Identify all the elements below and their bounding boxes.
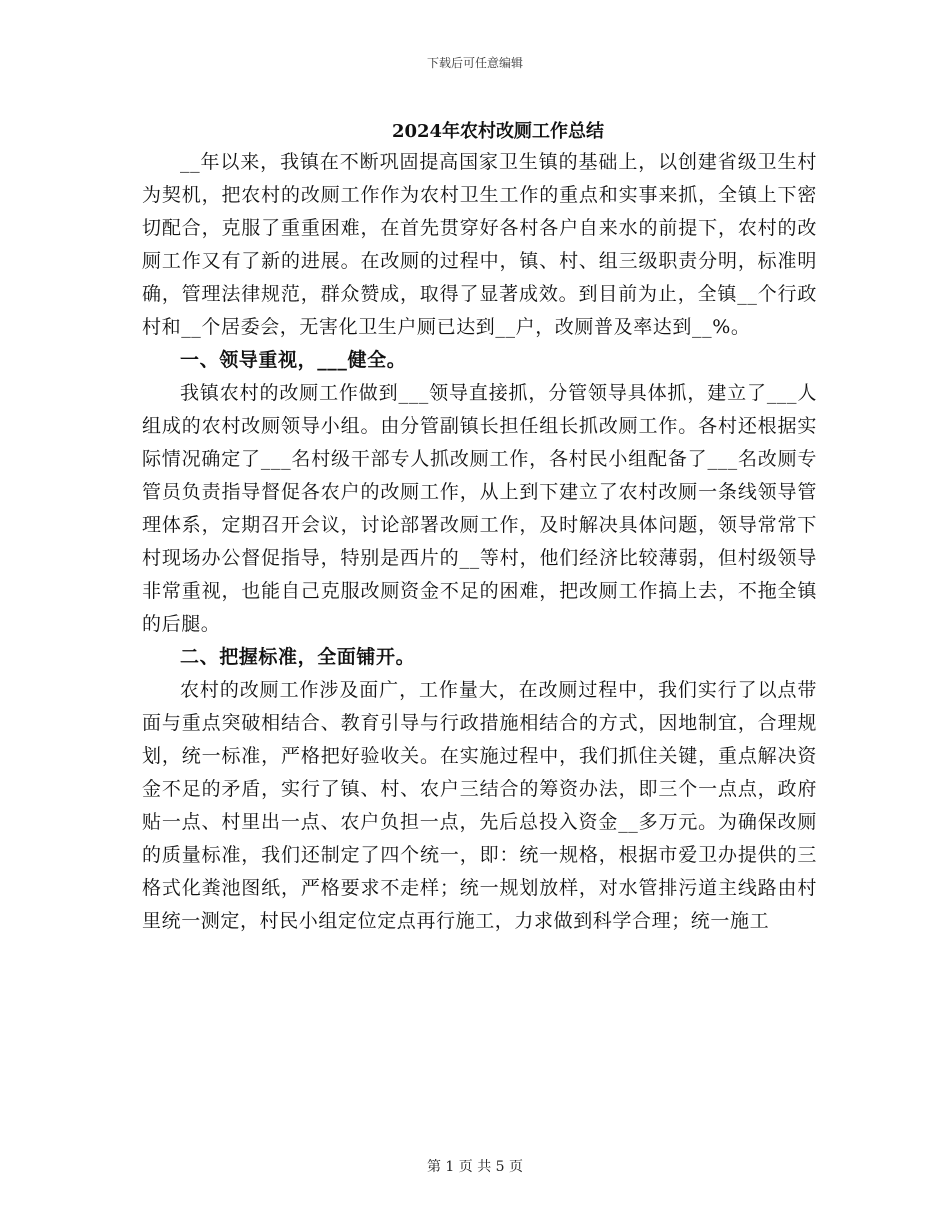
page-number: 第 1 页 共 5 页 [426,1159,524,1175]
intro-paragraph: __年以来，我镇在不断巩固提高国家卫生镇的基础上，以创建省级卫生村为契机，把农村的改厕工作作为农村卫生工作的重点和实事来抓，全镇上下密切配合，克服了重重困难，在首先贯穿好各村各户自来水的前提下，农村的改厕工作又有了新的进展。在改厕的过程中，镇、村、组三级职责分明，标准明确，管理法律规范，群众赞成，取得了显著成效。到目前为止，全镇__个行政村和__个居委会，无害化卫生户厕已达到__户，改厕普及率达到__%。 [142,151,817,338]
section-2-paragraph: 农村的改厕工作涉及面广，工作量大，在改厕过程中，我们实行了以点带面与重点突破相结合、教育引导与行政措施相结合的方式，因地制宜，合理规划，统一标准，严格把好验收关。在实施过程中，我们抓住关键，重点解决资金不足的矛盾，实行了镇、村、农户三结合的筹资办法，即三个一点点，政府贴一点、村里出一点、农户负担一点，先后总投入资金__多万元。为确保改厕的质量标准，我们还制定了四个统一，即：统一规格，根据市爱卫办提供的三格式化粪池图纸，严格要求不走样；统一规划放样，对水管排污道主线路由村里统一测定，村民小组定位定点再行施工，力求做到科学合理；统一施工 [142,679,817,932]
section-1-paragraph: 我镇农村的改厕工作做到___领导直接抓，分管领导具体抓，建立了___人组成的农村改厕领导小组。由分管副镇长担任组长抓改厕工作。各村还根据实际情况确定了___名村级干部专人抓改厕工作，各村民小组配备了___名改厕专管员负责指导督促各农户的改厕工作，从上到下建立了农村改厕一条线领导管理体系，定期召开会议，讨论部署改厕工作，及时解决具体问题，领导常常下村现场办公督促指导，特别是西片的__等村，他们经济比较薄弱，但村级领导非常重视，也能自己克服改厕资金不足的困难，把改厕工作搞上去，不拖全镇的后腿。 [142,382,817,635]
document-body [142,146,817,938]
document-title: 2024年农村改厕工作总结 [391,121,605,142]
section-1-heading: 一、领导重视，___健全。 [180,349,407,371]
section-2-heading: 二、把握标准，全面铺开。 [180,646,416,668]
page-header-note: 下载后可任意编辑 [426,56,523,70]
